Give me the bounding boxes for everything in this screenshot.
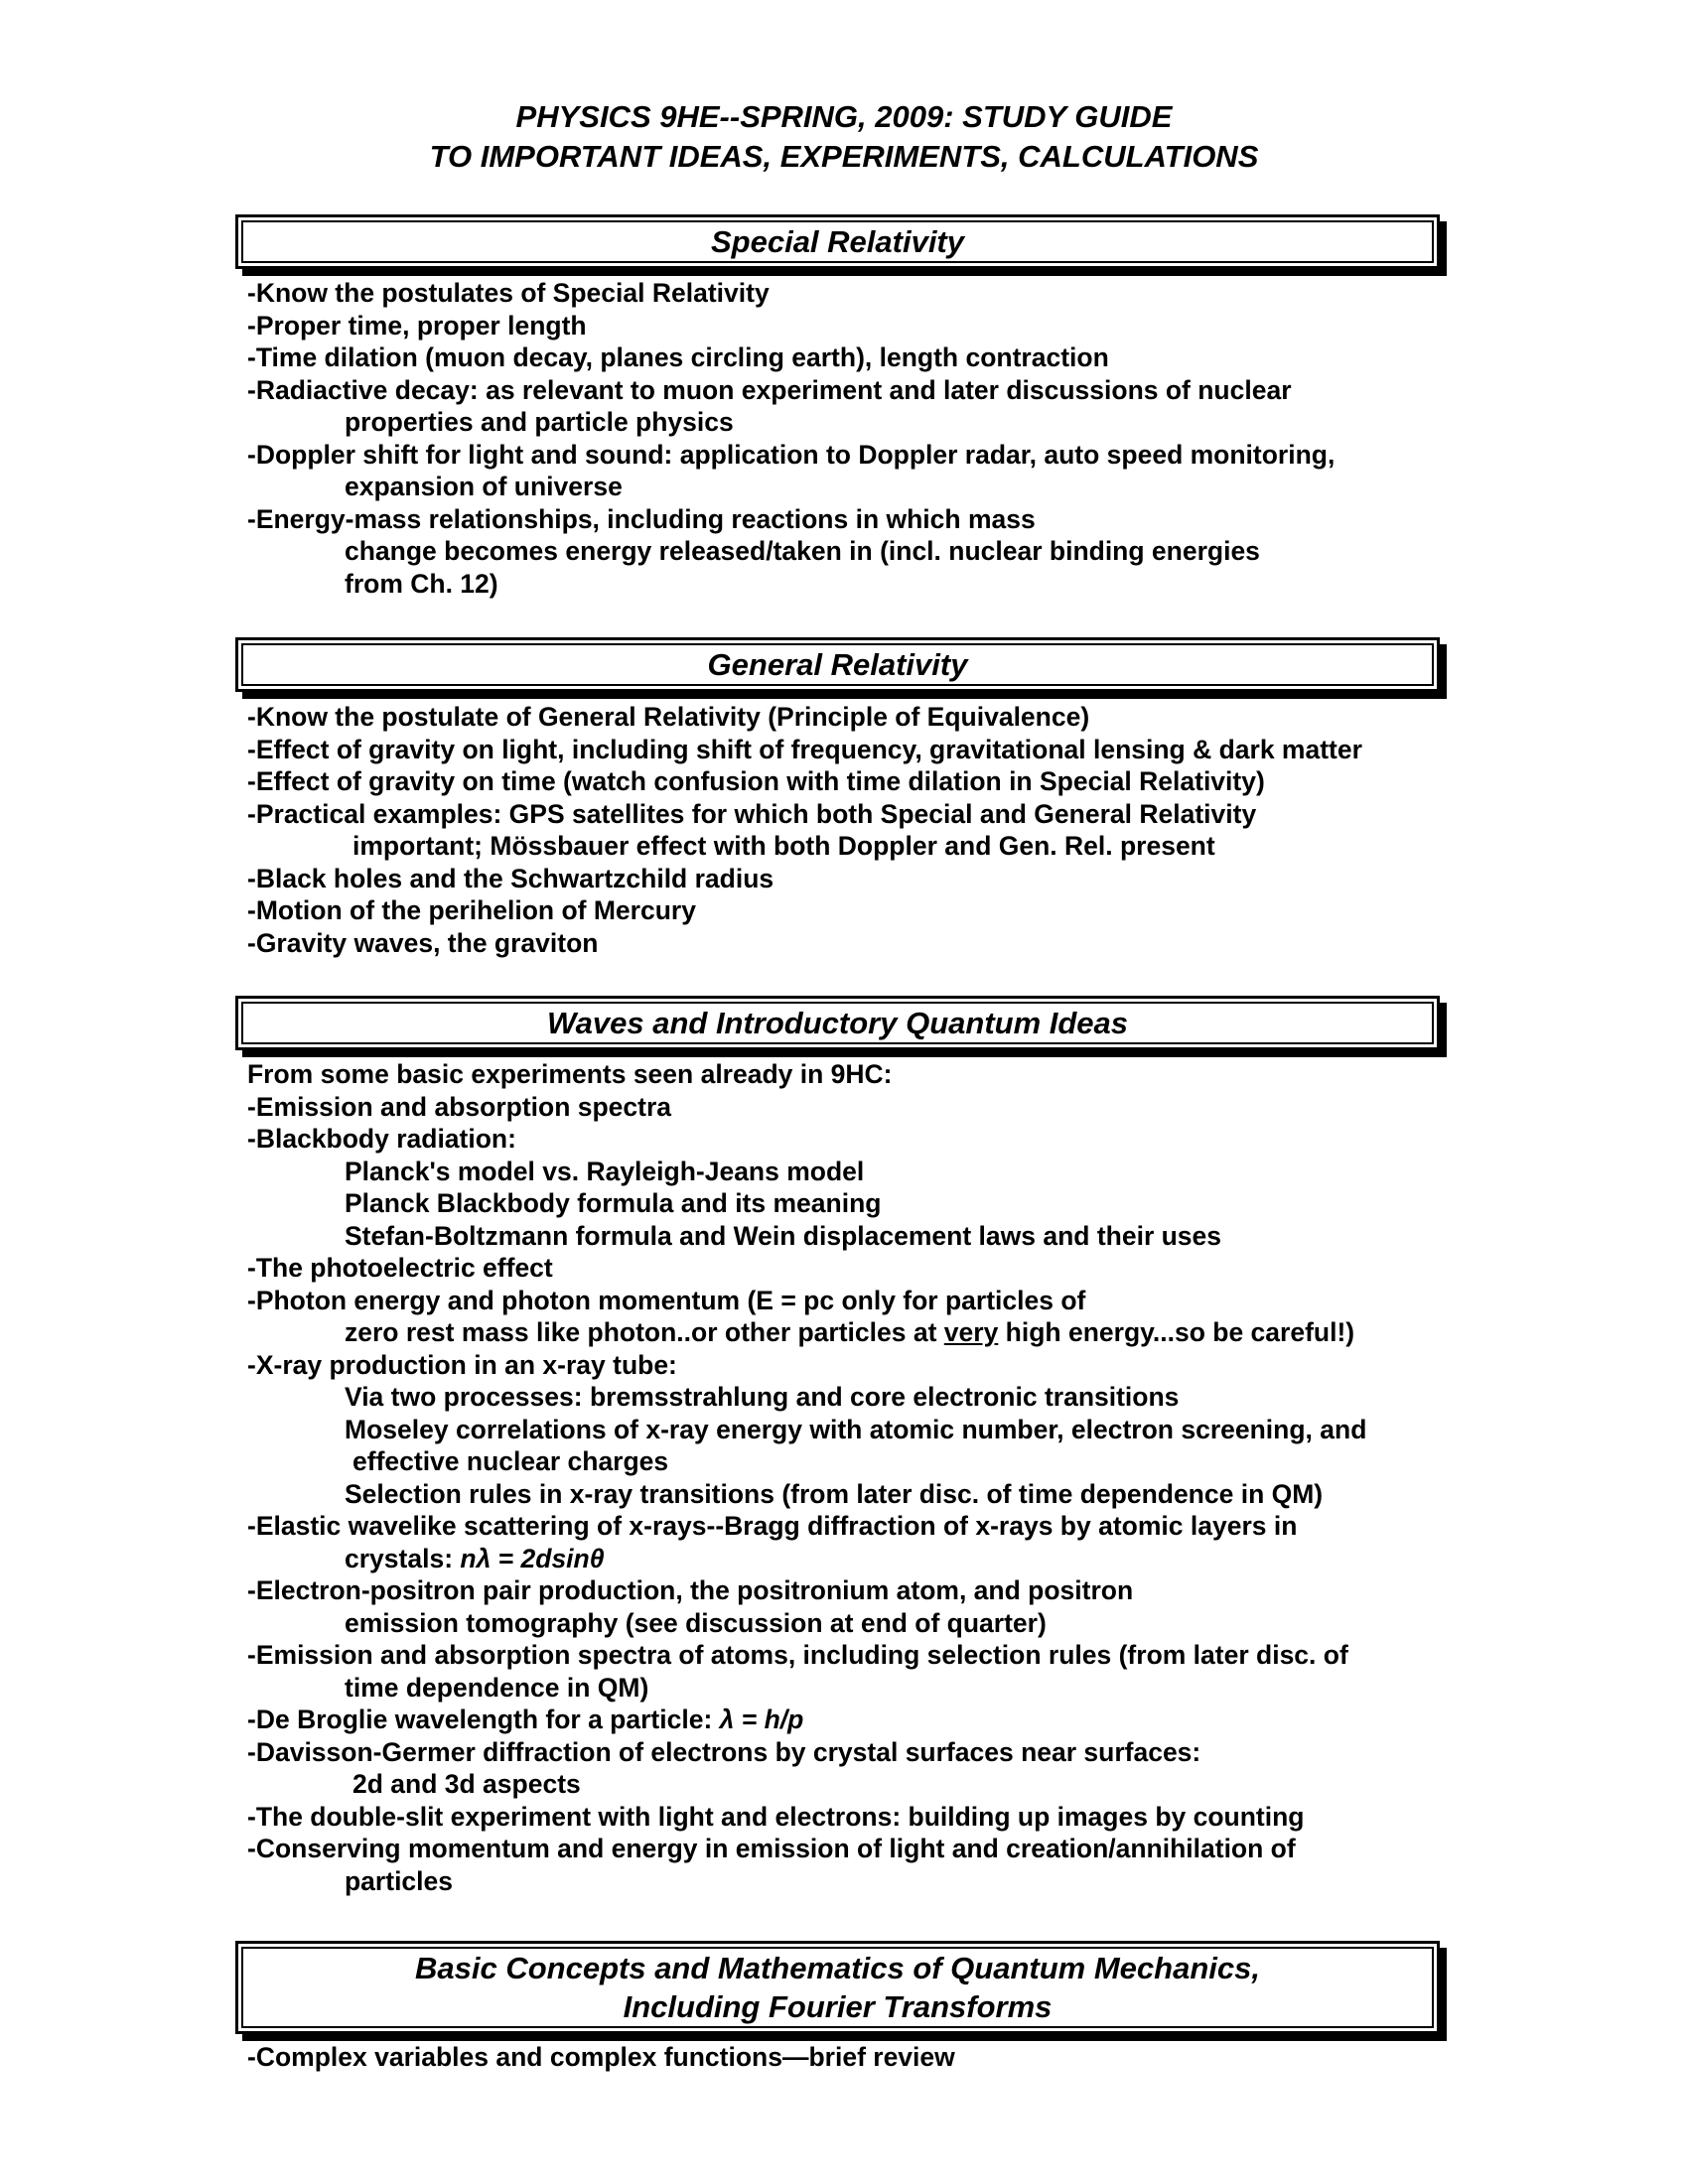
list-item-continuation: 2d and 3d aspects xyxy=(352,1769,581,1799)
list-item-continuation xyxy=(247,1543,1469,1575)
list-item: -The double-slit experiment with light and electrons: building up images by counting xyxy=(247,1801,1305,1832)
list-item: -Black holes and the Schwartzchild radius xyxy=(247,863,774,893)
list-item: -Gravity waves, the graviton xyxy=(247,927,599,958)
list-item: -Davisson-Germer diffraction of electrons by crystal surfaces near surfaces: xyxy=(247,1736,1201,1767)
bragg-formula: nλ = 2dsinθ xyxy=(460,1543,605,1573)
list-subitem: Stefan-Boltzmann formula and Wein displacement laws and their uses xyxy=(345,1220,1222,1251)
list-item: -Know the postulates of Special Relativity xyxy=(247,278,770,308)
list-item: -Emission and absorption spectra xyxy=(247,1091,672,1122)
list-item: -Emission and absorption spectra of atoms, including selection rules (from later disc. of xyxy=(247,1640,1348,1670)
general-relativity-heading-box xyxy=(235,637,1440,692)
list-item: -Conserving momentum and energy in emission of light and creation/annihilation of xyxy=(247,1834,1296,1863)
list-item: -Doppler shift for light and sound: application to Doppler radar, auto speed monitoring, xyxy=(247,439,1336,470)
list-subitem: Selection rules in x-ray transitions (from later disc. of time dependence in QM) xyxy=(345,1478,1324,1509)
special-relativity-list xyxy=(247,277,1469,600)
list-item-continuation: time dependence in QM) xyxy=(345,1672,649,1703)
general-relativity-list xyxy=(247,701,1469,959)
quantum-mechanics-list xyxy=(247,2041,1469,2074)
list-item: -Effect of gravity on light, including shift of frequency, gravitational lensing & dark matter xyxy=(247,734,1362,764)
list-item-continuation: from Ch. 12) xyxy=(345,568,498,599)
list-item-continuation: expansion of universe xyxy=(345,472,623,501)
text-segment: -De Broglie wavelength for a particle: xyxy=(247,1705,720,1734)
special-relativity-heading-box xyxy=(235,214,1440,269)
list-item: -Elastic wavelike scattering of x-rays--Bragg diffraction of x-rays by atomic layers in xyxy=(247,1511,1298,1541)
list-item: -X-ray production in an x-ray tube: xyxy=(247,1349,677,1380)
list-item: -Electron-positron pair production, the positronium atom, and positron xyxy=(247,1575,1134,1605)
special-relativity-heading: Special Relativity xyxy=(241,220,1434,263)
list-item: -Complex variables and complex functions—brief review xyxy=(247,2042,955,2072)
list-item-continuation: emission tomography (see discussion at end of quarter) xyxy=(345,1607,1047,1638)
list-item: -Know the postulate of General Relativity (Principle of Equivalence) xyxy=(247,702,1090,732)
general-relativity-heading: General Relativity xyxy=(241,643,1434,686)
list-item-continuation: effective nuclear charges xyxy=(352,1446,669,1476)
list-subitem: Via two processes: bremsstrahlung and core electronic transitions xyxy=(345,1382,1180,1412)
underlined-word: very xyxy=(943,1317,999,1347)
text-segment: crystals: xyxy=(345,1543,461,1573)
de-broglie-formula: λ = h/p xyxy=(719,1705,804,1734)
list-item: -Time dilation (muon decay, planes circling earth), length contraction xyxy=(247,342,1109,372)
list-item-continuation: important; Mössbauer effect with both Doppler and Gen. Rel. present xyxy=(352,831,1215,861)
list-item: -The photoelectric effect xyxy=(247,1253,553,1283)
list-item: From some basic experiments seen already in 9HC: xyxy=(247,1059,893,1089)
list-item xyxy=(247,1704,1469,1736)
heading-line-2: Including Fourier Transforms xyxy=(623,1989,1053,2024)
list-item: -Blackbody radiation: xyxy=(247,1124,516,1154)
quantum-mechanics-heading-box xyxy=(235,1941,1440,2034)
quantum-mechanics-heading xyxy=(241,1947,1434,2028)
heading-line-1: Basic Concepts and Mathematics of Quantum Mechanics, xyxy=(415,1951,1260,1985)
list-item-continuation: particles xyxy=(345,1865,454,1896)
list-subitem: Moseley correlations of x-ray energy with atomic number, electron screening, and xyxy=(345,1414,1367,1444)
list-item: -Radiactive decay: as relevant to muon experiment and later discussions of nuclear xyxy=(247,374,1292,405)
waves-heading: Waves and Introductory Quantum Ideas xyxy=(241,1002,1434,1044)
text-segment: zero rest mass like photon..or other particles at xyxy=(345,1317,944,1347)
list-item: -Proper time, proper length xyxy=(247,310,587,341)
document-title xyxy=(0,97,1688,177)
list-item: -Photon energy and photon momentum (E = pc only for particles of xyxy=(247,1285,1086,1315)
list-item: -Motion of the perihelion of Mercury xyxy=(247,895,696,925)
title-line-1: PHYSICS 9HE--SPRING, 2009: STUDY GUIDE xyxy=(515,99,1173,134)
list-item-continuation: properties and particle physics xyxy=(345,407,734,437)
list-item: -Effect of gravity on time (watch confusion with time dilation in Special Relativity) xyxy=(247,766,1265,796)
list-subitem: Planck Blackbody formula and its meaning xyxy=(345,1188,882,1218)
list-item-continuation: change becomes energy released/taken in (incl. nuclear binding energies xyxy=(345,536,1260,566)
list-item: -Practical examples: GPS satellites for which both Special and General Relativity xyxy=(247,798,1257,829)
text-segment: high energy...so be careful!) xyxy=(998,1317,1355,1347)
list-subitem: Planck's model vs. Rayleigh-Jeans model xyxy=(345,1156,865,1186)
waves-list xyxy=(247,1058,1469,1897)
waves-heading-box xyxy=(235,996,1440,1050)
title-line-2: TO IMPORTANT IDEAS, EXPERIMENTS, CALCULATIONS xyxy=(429,139,1259,174)
list-item-continuation xyxy=(247,1316,1469,1349)
list-item: -Energy-mass relationships, including reactions in which mass xyxy=(247,503,1036,534)
